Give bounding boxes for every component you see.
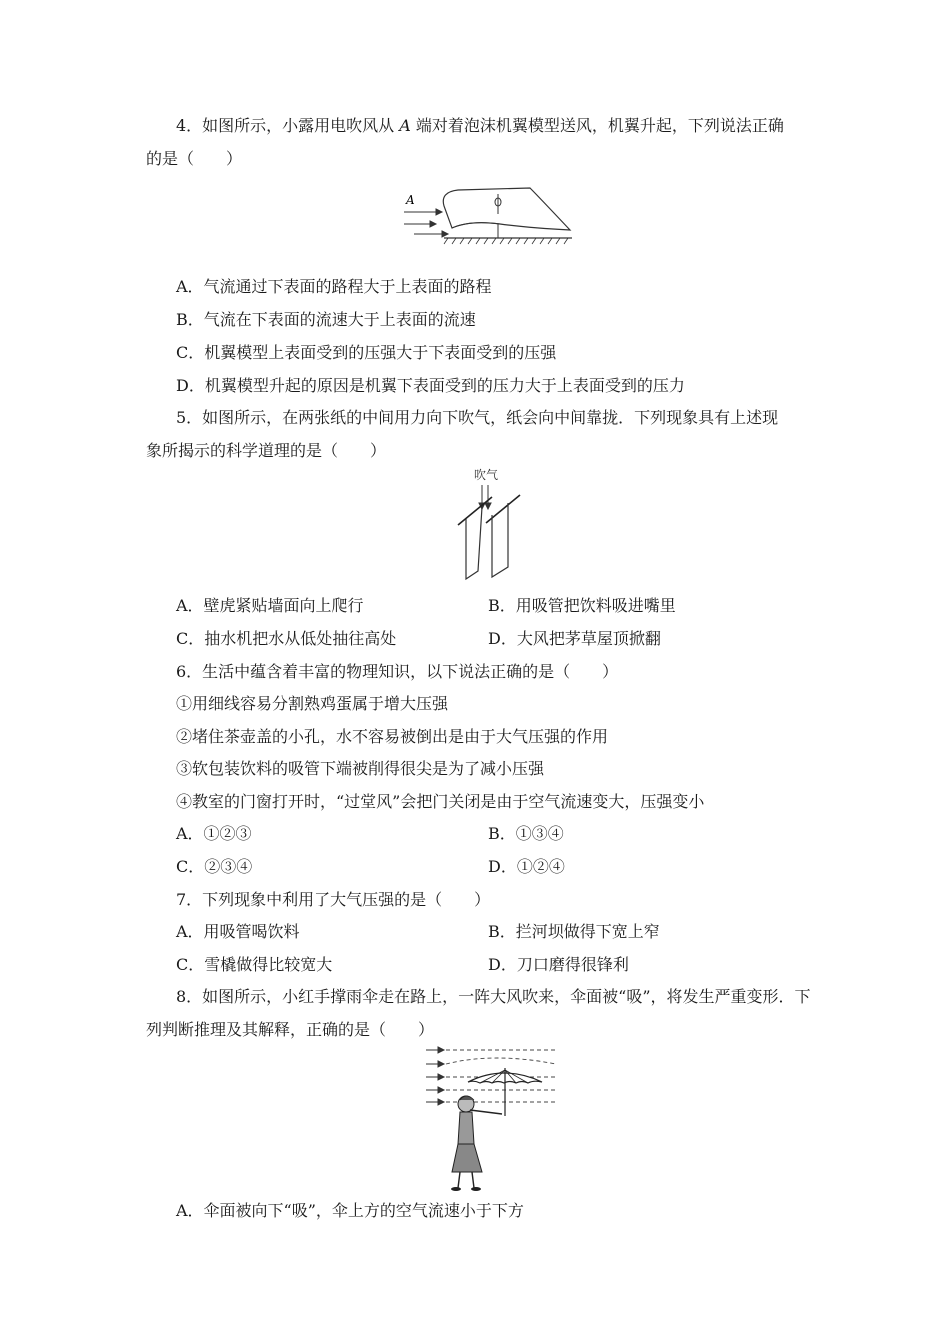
q5-option-a: A．壁虎紧贴墙面向上爬行 — [176, 596, 364, 615]
q4-option-a: A．气流通过下表面的路程大于上表面的路程 — [176, 277, 492, 296]
q5-option-b: B．用吸管把饮料吸进嘴里 — [488, 596, 676, 615]
q6-option-d: D．①②④ — [488, 857, 565, 876]
q6-option-a: A．①②③ — [176, 824, 252, 843]
q5-paper-figure — [452, 465, 532, 583]
q4-stem-line2: 的是（ ） — [146, 149, 243, 168]
q7-stem: 7．下列现象中利用了大气压强的是（ ） — [176, 890, 491, 909]
q8-stem-line2: 列判断推理及其解释，正确的是（ ） — [146, 1020, 435, 1039]
q6-statement-1: ①用细线容易分割熟鸡蛋属于增大压强 — [176, 694, 449, 713]
q5-figure-label: 吹气 — [474, 468, 499, 482]
q7-option-d: D．刀口磨得很锋利 — [488, 955, 629, 974]
q8-stem-line1: 8．如图所示，小红手撑雨伞走在路上，一阵大风吹来，伞面被“吸”，将发生严重变形．下 — [176, 987, 811, 1006]
q6-statement-3: ③软包装饮料的吸管下端被削得很尖是为了减小压强 — [176, 759, 545, 778]
q4-wing-figure — [400, 184, 580, 248]
q8-umbrella-figure — [424, 1044, 560, 1192]
q4-option-d: D．机翼模型升起的原因是机翼下表面受到的压力大于上表面受到的压力 — [176, 376, 685, 395]
q6-option-b: B．①③④ — [488, 824, 564, 843]
q6-statement-4: ④教室的门窗打开时，“过堂风”会把门关闭是由于空气流速变大，压强变小 — [176, 792, 705, 811]
q4-figure-label: A — [406, 193, 415, 207]
q7-option-c: C．雪橇做得比较宽大 — [176, 955, 333, 974]
q7-option-a: A．用吸管喝饮料 — [176, 922, 300, 941]
q5-stem-line2: 象所揭示的科学道理的是（ ） — [146, 441, 387, 460]
q5-option-d: D．大风把茅草屋顶掀翻 — [488, 629, 661, 648]
q4-stem-line1: 4．如图所示，小露用电吹风从 A 端对着泡沫机翼模型送风，机翼升起，下列说法正确 — [176, 116, 784, 135]
q7-option-b: B．拦河坝做得下宽上窄 — [488, 922, 660, 941]
q4-option-b: B．气流在下表面的流速大于上表面的流速 — [176, 310, 476, 329]
q4-option-c: C．机翼模型上表面受到的压强大于下表面受到的压强 — [176, 343, 557, 362]
q6-stem: 6．生活中蕴含着丰富的物理知识，以下说法正确的是（ ） — [176, 662, 619, 681]
q5-stem-line1: 5．如图所示，在两张纸的中间用力向下吹气，纸会向中间靠拢．下列现象具有上述现 — [176, 408, 779, 427]
q6-statement-2: ②堵住茶壶盖的小孔，水不容易被倒出是由于大气压强的作用 — [176, 727, 609, 746]
q5-option-c: C．抽水机把水从低处抽往高处 — [176, 629, 397, 648]
q8-option-a: A．伞面被向下“吸”，伞上方的空气流速小于下方 — [176, 1201, 524, 1220]
q6-option-c: C．②③④ — [176, 857, 253, 876]
